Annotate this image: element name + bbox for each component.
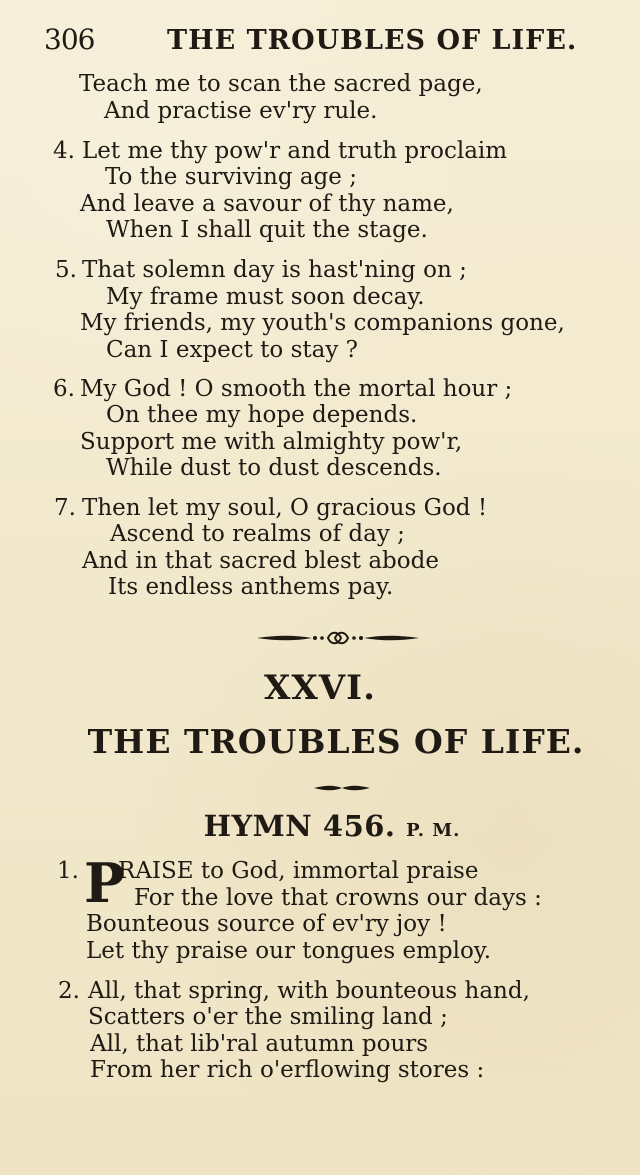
stanza-5-line-4: Can I expect to stay ? [106,337,358,363]
hymn-meter: P. M. [406,820,461,841]
stanza-4-line-3: And leave a savour of thy name, [80,191,454,217]
stanza-6-line-2: On thee my hope depends. [106,402,418,428]
hymn-stanza-1-line-3: Bounteous source of ev'ry joy ! [86,911,447,937]
hymn-stanza-2-number: 2. [58,978,80,1004]
stanza-4-number: 4. [53,138,75,164]
stanza-6-number: 6. [53,376,75,402]
section-title: THE TROUBLES OF LIFE. [87,722,585,761]
hymn-title: HYMN 456. [203,809,396,843]
hymn-stanza-2-line-4: From her rich o'erflowing stores : [90,1057,485,1083]
stanza-7-line-2: Ascend to realms of day ; [110,521,405,547]
stanza-6-line-4: While dust to dust descends. [106,455,442,481]
hymn-stanza-2-line-2: Scatters o'er the smiling land ; [88,1004,448,1030]
hymn-stanza-1-line-2: For the love that crowns our days : [134,885,542,911]
hymn-stanza-2-line-1: All, that spring, with bounteous hand, [88,978,530,1004]
running-header-title: THE TROUBLES OF LIFE. [167,25,578,56]
stanza-5-line-3: My friends, my youth's companions gone, [80,310,565,336]
stanza-7-line-4: Its endless anthems pay. [108,574,394,600]
stanza-7-number: 7. [54,495,76,521]
stanza-4-line-1: Let me thy pow'r and truth proclaim [82,138,508,164]
stanza-5-line-2: My frame must soon decay. [106,284,425,310]
page-number: 306 [44,23,95,56]
decorative-divider-ornament [255,629,421,647]
stanza-5-number: 5. [55,257,77,283]
prev-top-line-2: And practise ev'ry rule. [104,98,378,124]
stanza-6-line-1: My God ! O smooth the mortal hour ; [80,376,513,402]
stanza-6-line-3: Support me with almighty pow'r, [80,429,463,455]
hymn-stanza-1-line-4: Let thy praise our tongues employ. [86,938,492,964]
hymn-heading [0,809,640,843]
stanza-7-line-1: Then let my soul, O gracious God ! [82,495,488,521]
hymn-stanza-2-line-3: All, that lib'ral autumn pours [90,1031,429,1057]
stanza-5-line-1: That solemn day is hast'ning on ; [82,257,467,283]
small-divider-rule [314,783,370,793]
stanza-4-line-2: To the surviving age ; [105,164,357,190]
stanza-7-line-3: And in that sacred blest abode [82,548,439,574]
drop-cap: P [84,851,125,915]
prev-top-line-1: Teach me to scan the sacred page, [79,71,483,97]
section-number: XXVI. [264,668,376,708]
hymn-stanza-1-first-line-rest: RAISE to God, immortal praise [118,858,479,884]
stanza-4-line-4: When I shall quit the stage. [106,217,428,243]
hymn-stanza-1-number: 1. [57,858,79,884]
